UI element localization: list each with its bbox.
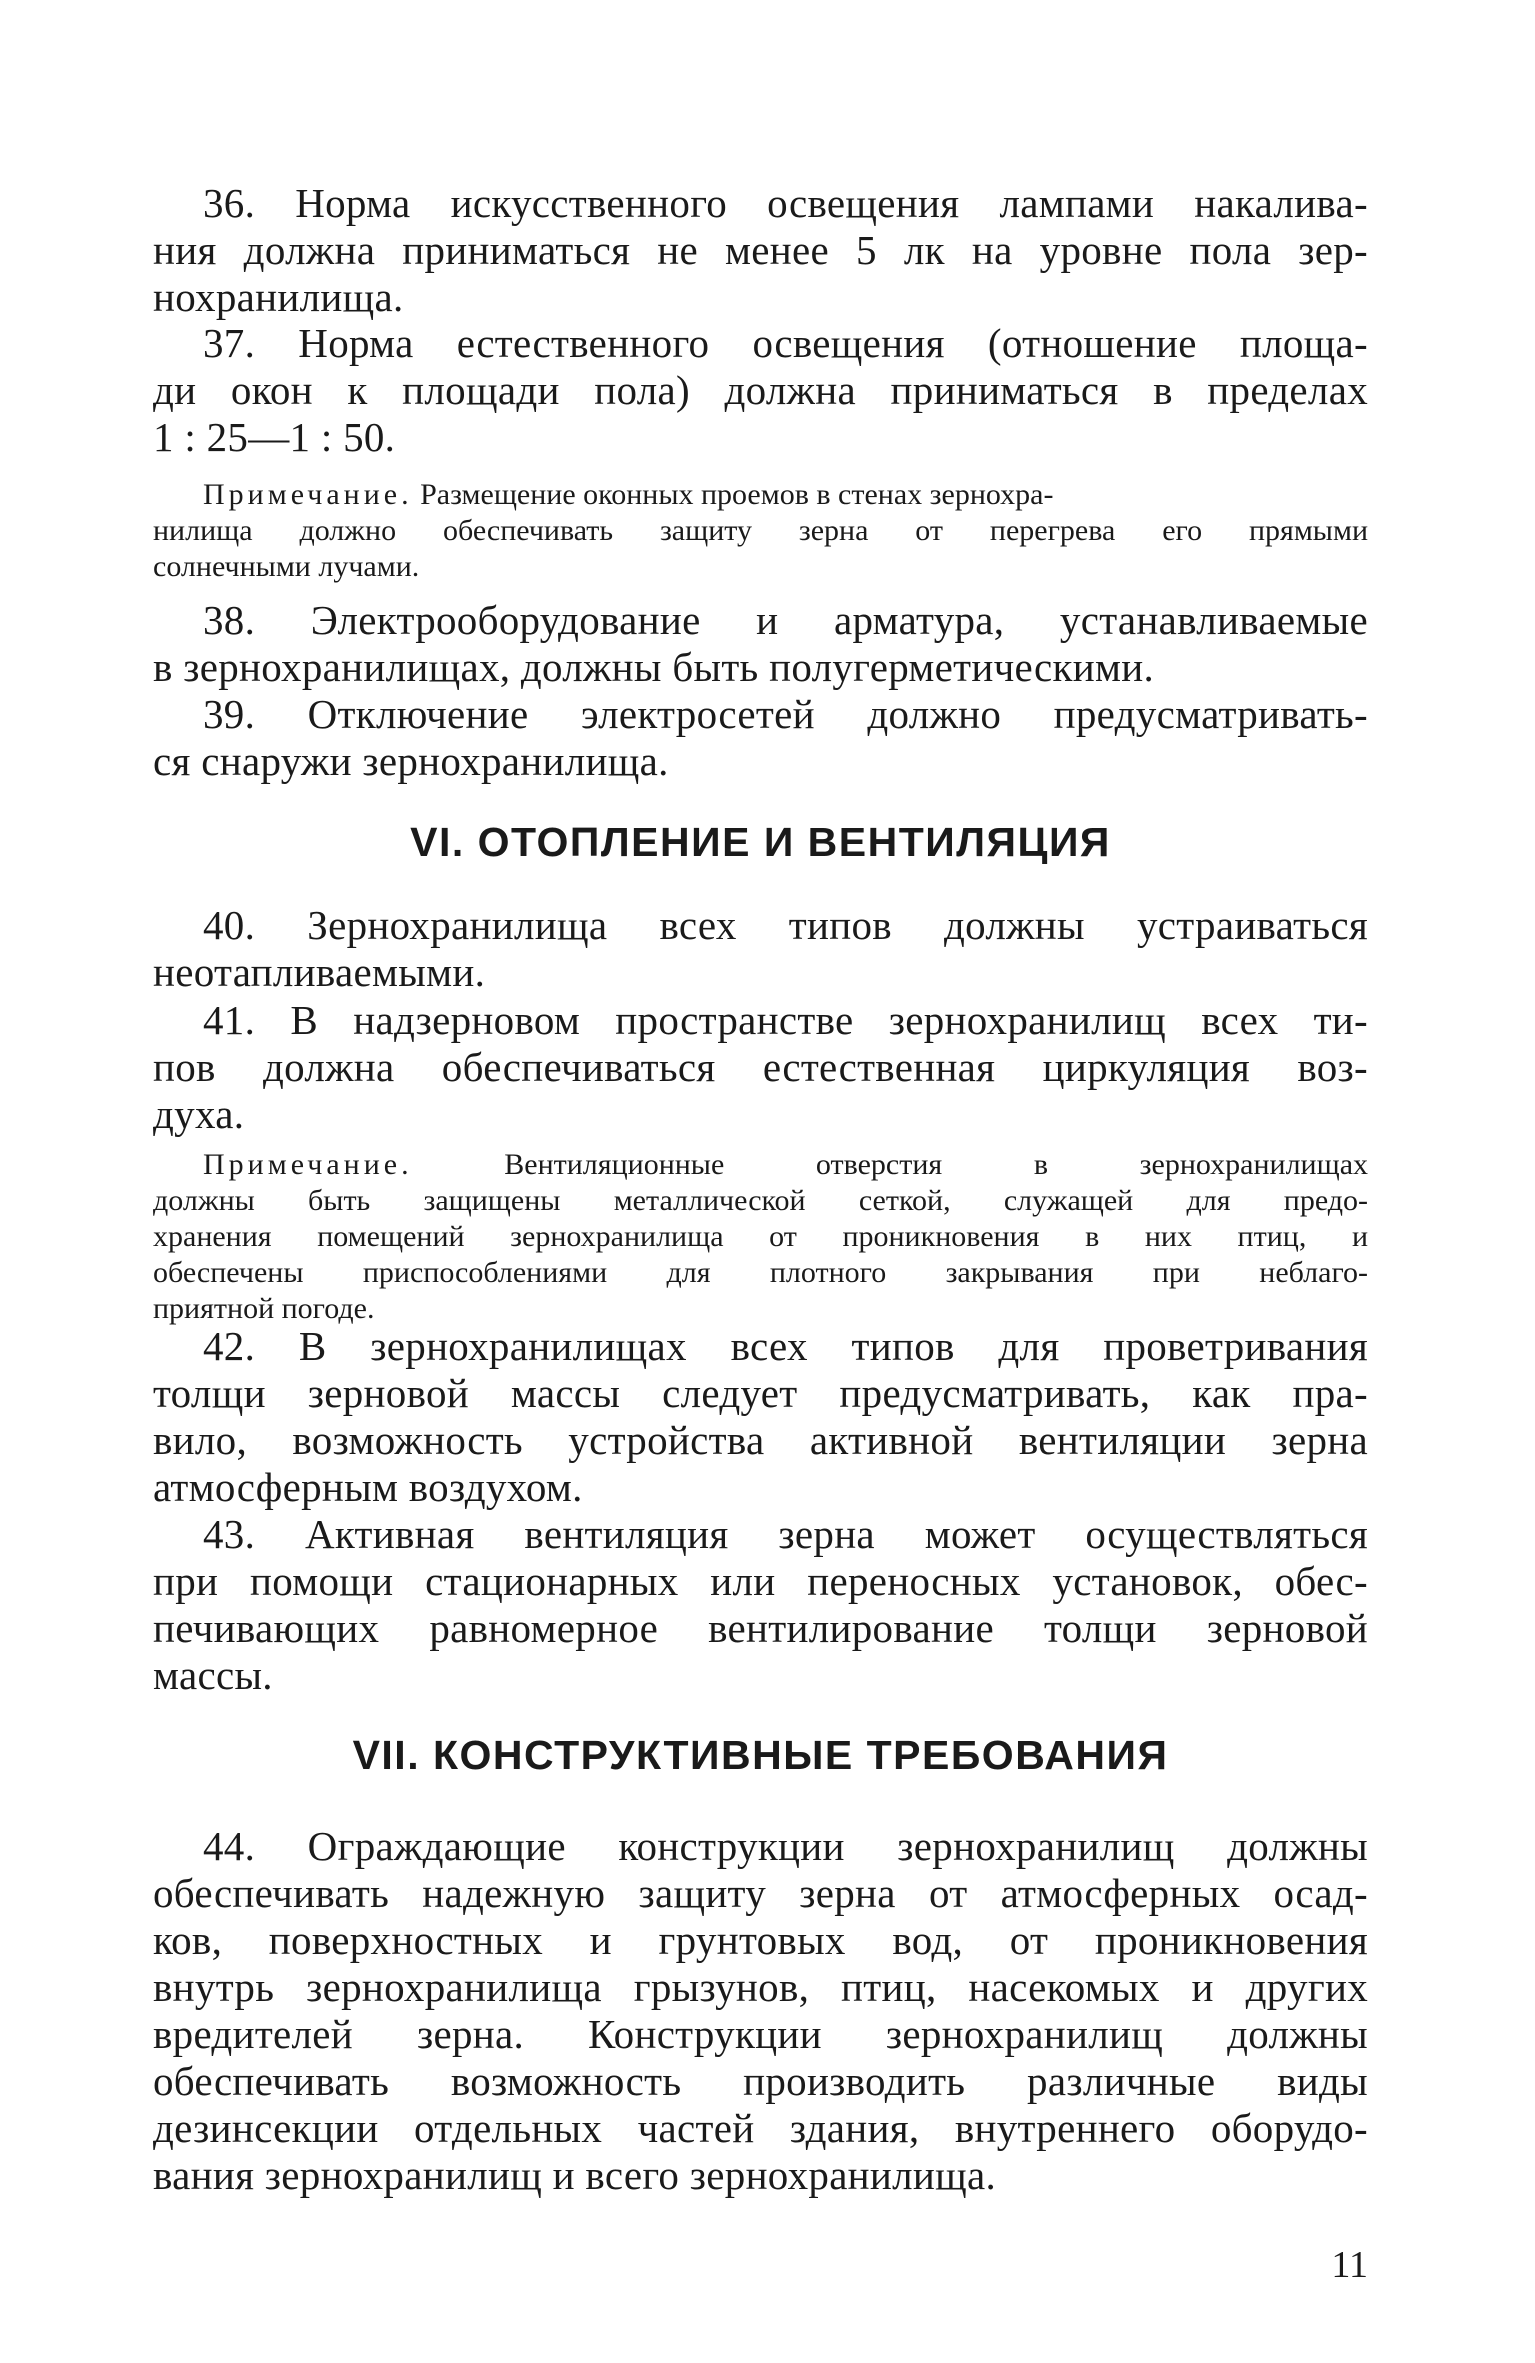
text-line: в зернохранилищах, должны быть полугерметическими.	[153, 644, 1155, 690]
text-line: ся снаружи зернохранилища.	[153, 738, 669, 784]
text-line: вания зернохранилищ и всего зернохранилища.	[153, 2152, 997, 2198]
note-text: Вентиляционные отверстия в зернохранилищах	[504, 1148, 1369, 1181]
text-line: 38. Электрооборудование и арматура, устанавливаемые	[203, 597, 1368, 643]
text-line: вредителей зерна. Конструкции зернохранилищ должны	[153, 2011, 1368, 2057]
text-line: обеспечивать надежную защиту зерна от атмосферных осад-	[153, 1870, 1368, 1916]
text-line: дезинсекции отдельных частей здания, внутреннего оборудо-	[153, 2105, 1368, 2151]
text-line: атмосферным воздухом.	[153, 1464, 583, 1510]
text-line: 40. Зернохранилища всех типов должны устраиваться	[203, 902, 1368, 948]
text-line: нохранилища.	[153, 274, 404, 320]
text-line: обеспечены приспособлениями для плотного закрывания при неблаго-	[153, 1256, 1368, 1289]
text-line: 42. В зернохранилищах всех типов для проветривания	[203, 1323, 1368, 1369]
text-line: должны быть защищены металлической сеткой, служащей для предо-	[153, 1184, 1368, 1217]
text-line: хранения помещений зернохранилища от проникновения в них птиц, и	[153, 1220, 1368, 1253]
text-line: 43. Активная вентиляция зерна может осуществляться	[203, 1511, 1368, 1557]
text-line: ди окон к площади пола) должна приниматься в пределах	[153, 367, 1368, 413]
text-line: 37. Норма естественного освещения (отношение площа-	[203, 320, 1368, 366]
text-line: пов должна обеспечиваться естественная циркуляция воз-	[153, 1044, 1368, 1090]
text-line: 39. Отключение электросетей должно предусматривать-	[203, 691, 1368, 737]
text-line	[203, 1150, 1368, 1180]
text-line: вило, возможность устройства активной вентиляции зерна	[153, 1417, 1368, 1463]
text-line: обеспечивать возможность производить различные виды	[153, 2058, 1368, 2104]
text-line: солнечными лучами.	[153, 550, 420, 583]
text-line: неотапливаемыми.	[153, 949, 486, 995]
note-label: Примечание.	[203, 1148, 413, 1181]
text-line: ния должна приниматься не менее 5 лк на уровне пола зер-	[153, 227, 1368, 273]
page-number: 11	[1331, 2244, 1368, 2286]
text-line: нилища должно обеспечивать защиту зерна от перегрева его прямыми	[153, 514, 1368, 547]
text-line: 41. В надзерновом пространстве зернохранилищ всех ти-	[203, 997, 1368, 1043]
text-line: приятной погоде.	[153, 1292, 375, 1325]
text-line: ков, поверхностных и грунтовых вод, от проникновения	[153, 1917, 1368, 1963]
text-line: 44. Ограждающие конструкции зернохранилищ должны	[203, 1823, 1368, 1869]
section-heading-6: VI. ОТОПЛЕНИЕ И ВЕНТИЛЯЦИЯ	[410, 819, 1111, 865]
text-line: духа.	[153, 1091, 245, 1137]
text-line	[203, 480, 1368, 510]
text-line: внутрь зернохранилища грызунов, птиц, насекомых и других	[153, 1964, 1368, 2010]
note-text: Размещение оконных проемов в стенах зернохра-	[420, 478, 1054, 511]
text-line: 36. Норма искусственного освещения лампами накалива-	[203, 180, 1368, 226]
text-line: печивающих равномерное вентилирование толщи зерновой	[153, 1605, 1368, 1651]
text-line: при помощи стационарных или переносных установок, обес-	[153, 1558, 1368, 1604]
text-line: массы.	[153, 1652, 273, 1698]
section-heading-7: VII. КОНСТРУКТИВНЫЕ ТРЕБОВАНИЯ	[352, 1732, 1169, 1778]
text-line: толщи зерновой массы следует предусматривать, как пра-	[153, 1370, 1368, 1416]
text-line: 1 : 25—1 : 50.	[153, 414, 396, 460]
note-label: Примечание.	[203, 478, 413, 511]
